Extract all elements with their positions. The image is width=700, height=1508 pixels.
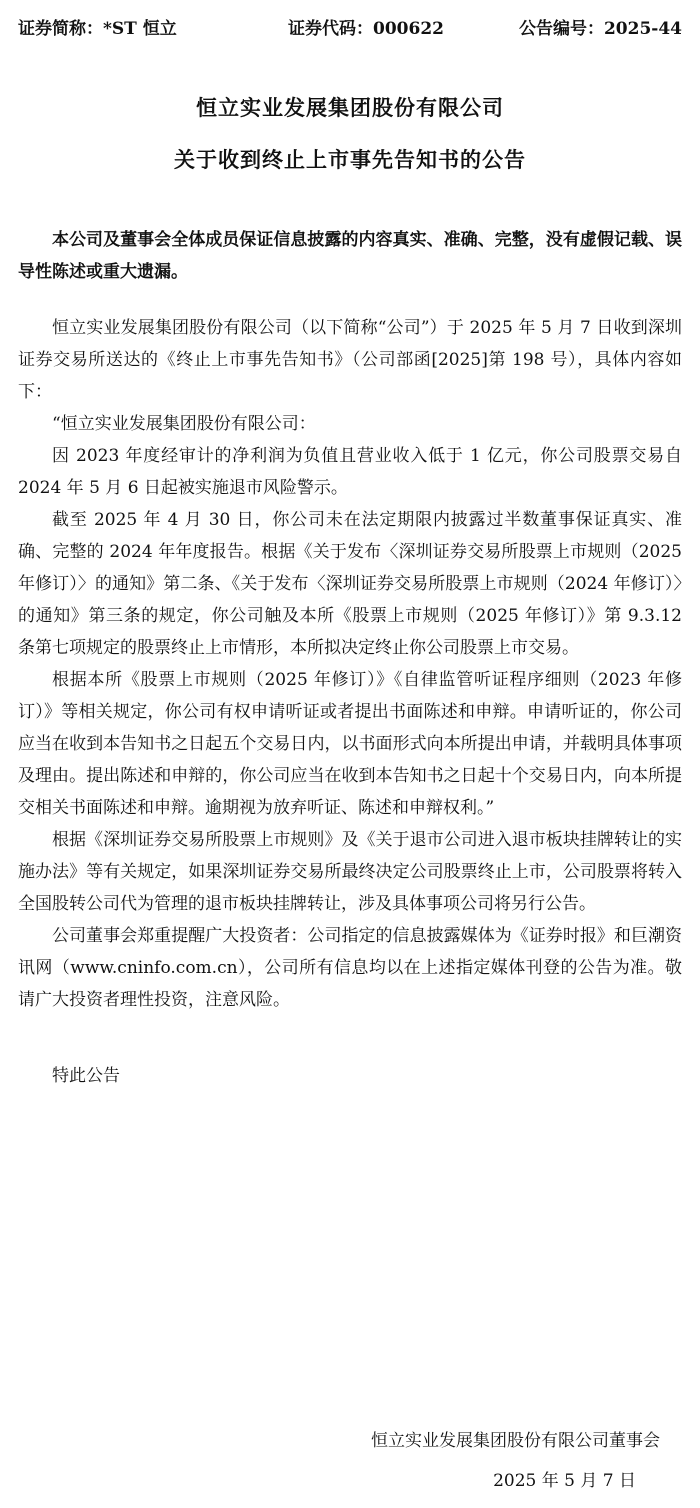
signature-organization: 恒立实业发展集团股份有限公司董事会 (371, 1431, 660, 1451)
company-title: 恒立实业发展集团股份有限公司 (196, 95, 504, 120)
signature-date: 2025 年 5 月 7 日 (493, 1471, 636, 1491)
paragraph-hearing-rights: 根据本所《股票上市规则（2025 年修订）》《自律监管听证程序细则（2023 年修订）》等相关规定，你公司有权申请听证或者提出书面陈述和申辩。申请听证的，你公司应当在收到本告知书之日起五个交易日内，以书面形式向本所提出申请，并载明具体事项及理由。提出陈述和申辩的，你公司应当在收到本告知书之日起十个交易日内，向本所提交相关书面陈述和申辩。逾期视为放弃听证、陈述和申辩权利。” (18, 670, 682, 818)
board-guarantee-notice: 本公司及董事会全体成员保证信息披露的内容真实、准确、完整，没有虚假记载、误导性陈述或重大遗漏。 (18, 230, 682, 282)
paragraph-investor-reminder: 公司董事会郑重提醒广大投资者：公司指定的信息披露媒体为《证券时报》和巨潮资讯网（www.cninfo.com.cn），公司所有信息均以在上述指定媒体刊登的公告为准。敬请广大投资者理性投资，注意风险。 (18, 926, 682, 1010)
paragraph-risk-warning: 因 2023 年度经审计的净利润为负值且营业收入低于 1 亿元，你公司股票交易自 2024 年 5 月 6 日起被实施退市风险警示。 (18, 446, 682, 498)
paragraph-delisting-board: 根据《深圳证券交易所股票上市规则》及《关于退市公司进入退市板块挂牌转让的实施办法》等有关规定，如果深圳证券交易所最终决定公司股票终止上市，公司股票将转入全国股转公司代为管理的退市板块挂牌转让，涉及具体事项公司将另行公告。 (18, 830, 682, 914)
paragraph-termination-grounds: 截至 2025 年 4 月 30 日，你公司未在法定期限内披露过半数董事保证真实、准确、完整的 2024 年年度报告。根据《关于发布〈深圳证券交易所股票上市规则（2025 年修订）〉的通知》第二条、《关于发布〈深圳证券交易所股票上市规则（2024 年修订）〉的通知》第三条的规定，你公司触及本所《股票上市规则（2025 年修订）》第 9.3.12 条第七项规定的股票终止上市情形，本所拟决定终止你公司股票上市交易。 (18, 510, 682, 658)
closing-statement: 特此公告 (52, 1066, 120, 1086)
announcement-number: 公告编号：2025-44 (518, 19, 682, 39)
security-code: 证券代码：000622 (288, 19, 444, 39)
announcement-body (18, 224, 682, 1092)
security-abbreviation: 证券简称：*ST 恒立 (18, 19, 177, 39)
paragraph-salutation: “恒立实业发展集团股份有限公司： (52, 414, 316, 434)
document-header (18, 14, 682, 44)
announcement-title: 关于收到终止上市事先告知书的公告 (174, 147, 526, 172)
paragraph-receipt: 恒立实业发展集团股份有限公司（以下简称“公司”）于 2025 年 5 月 7 日收到深圳证券交易所送达的《终止上市事先告知书》（公司部函[2025]第 198 号），具体内容如下： (18, 318, 682, 402)
